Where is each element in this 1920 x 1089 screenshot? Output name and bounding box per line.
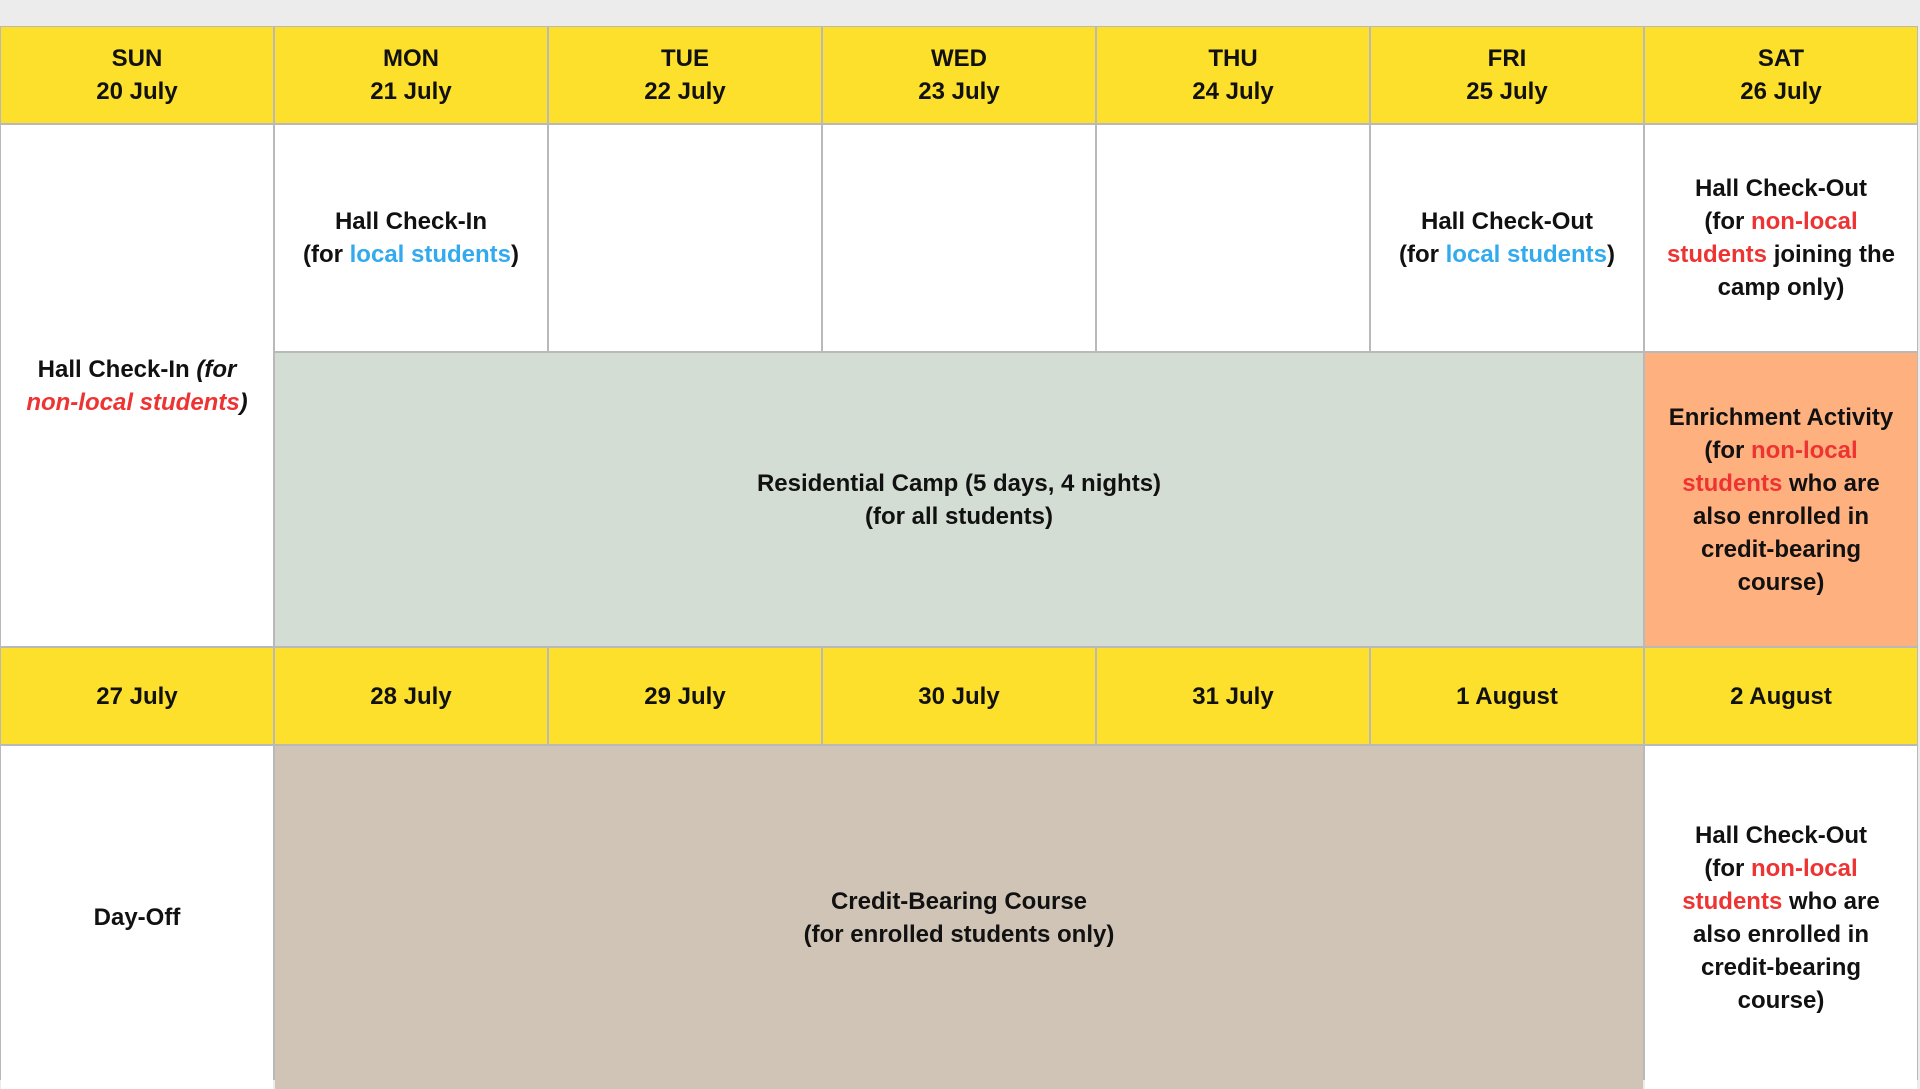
event-suffix: ) — [511, 241, 520, 268]
day-name: MON — [382, 45, 439, 72]
residential-camp-block — [275, 353, 1643, 646]
day-date: 30 July — [918, 682, 1000, 710]
event-day-off — [1, 746, 273, 1089]
header-thu-24-july — [1097, 27, 1369, 123]
day-date: 25 July — [1466, 78, 1548, 105]
enrichment-title: Enrichment Activity — [1668, 403, 1894, 431]
event-sat-hall-check-out — [1645, 125, 1917, 351]
header-sat-26-july — [1645, 27, 1917, 123]
event-suffix: joining the camp only) — [1717, 241, 1895, 301]
header-29-july — [549, 648, 821, 744]
header-2-august — [1645, 648, 1917, 744]
event-suffix: ) — [239, 388, 248, 416]
course-subtitle: (for enrolled students only) — [803, 920, 1115, 948]
event-for-prefix: (for — [302, 241, 343, 268]
non-local-students-label: non-local students — [1682, 854, 1858, 915]
event-title: Hall Check-In — [37, 355, 190, 383]
day-name: SUN — [111, 45, 163, 72]
day-date: 2 August — [1730, 682, 1832, 710]
camp-subtitle: (for all students) — [864, 502, 1053, 530]
event-for-prefix: (for — [1704, 436, 1745, 464]
camp-title: Residential Camp (5 days, 4 nights) — [756, 469, 1162, 497]
event-sun-hall-check-in — [1, 125, 273, 646]
event-title: Hall Check-In — [334, 208, 488, 235]
credit-bearing-course-block — [275, 746, 1643, 1089]
enrichment-activity-block — [1645, 353, 1917, 646]
event-for-prefix: (for — [1704, 854, 1745, 882]
header-28-july — [275, 648, 547, 744]
event-for-prefix: (for — [196, 355, 237, 383]
local-students-label: local students — [349, 241, 512, 268]
schedule-table — [0, 26, 1918, 1080]
course-title: Credit-Bearing Course — [830, 887, 1088, 915]
event-title: Hall Check-Out — [1420, 208, 1594, 235]
day-date: 21 July — [370, 78, 452, 105]
event-suffix: who are also enrolled in credit-bearing course) — [1692, 469, 1880, 596]
day-date: 26 July — [1740, 78, 1822, 105]
event-for-prefix: (for — [1398, 241, 1439, 268]
empty-cell-thu — [1097, 125, 1369, 351]
non-local-students-label: non-local students — [26, 388, 240, 416]
day-name: FRI — [1487, 45, 1527, 72]
header-27-july — [1, 648, 273, 744]
empty-cell-tue — [549, 125, 821, 351]
event-sat-final-check-out — [1645, 746, 1917, 1089]
event-suffix: who are also enrolled in credit-bearing course) — [1692, 887, 1880, 1014]
day-date: 27 July — [96, 682, 178, 710]
header-fri-25-july — [1371, 27, 1643, 123]
header-30-july — [823, 648, 1095, 744]
day-name: THU — [1208, 45, 1258, 72]
day-date: 22 July — [644, 78, 726, 105]
day-date: 1 August — [1456, 682, 1558, 710]
day-date: 23 July — [918, 78, 1000, 105]
header-tue-22-july — [549, 27, 821, 123]
header-mon-21-july — [275, 27, 547, 123]
day-name: TUE — [660, 45, 709, 72]
event-suffix: ) — [1607, 241, 1616, 268]
event-title: Hall Check-Out — [1694, 175, 1868, 202]
day-date: 20 July — [96, 78, 178, 105]
header-sun-20-july — [1, 27, 273, 123]
day-date: 24 July — [1192, 78, 1274, 105]
header-wed-23-july — [823, 27, 1095, 123]
local-students-label: local students — [1445, 241, 1608, 268]
event-title: Hall Check-Out — [1694, 821, 1868, 849]
header-31-july — [1097, 648, 1369, 744]
day-date: 28 July — [370, 682, 452, 710]
day-name: SAT — [1757, 45, 1805, 72]
day-date: 29 July — [644, 682, 726, 710]
header-1-august — [1371, 648, 1643, 744]
day-date: 31 July — [1192, 682, 1274, 710]
event-mon-hall-check-in — [275, 125, 547, 351]
non-local-students-label: non-local students — [1682, 436, 1858, 497]
empty-cell-wed — [823, 125, 1095, 351]
event-for-prefix: (for — [1704, 208, 1745, 235]
event-title: Day-Off — [93, 904, 181, 931]
event-fri-hall-check-out — [1371, 125, 1643, 351]
non-local-students-label: non-local students — [1667, 208, 1858, 268]
day-name: WED — [930, 45, 987, 72]
